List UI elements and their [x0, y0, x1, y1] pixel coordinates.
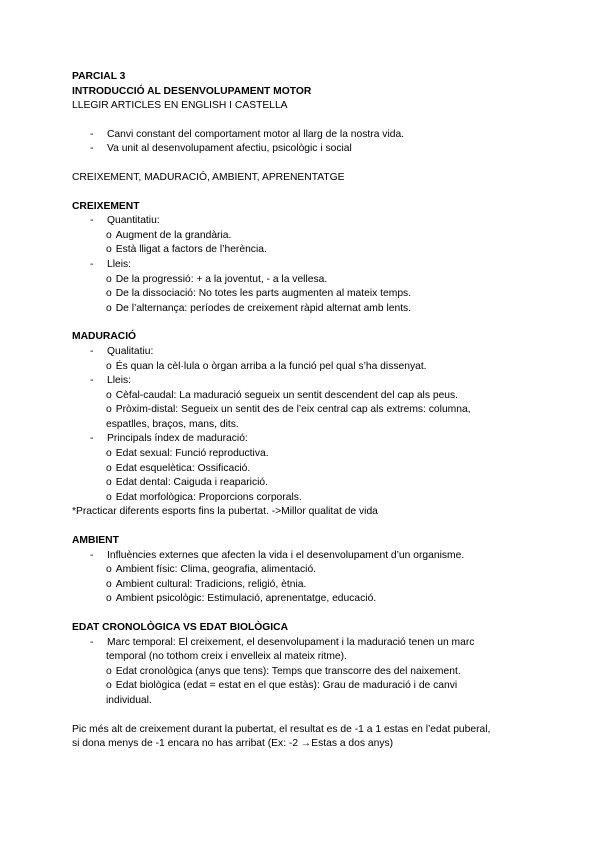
sub-item-text: Edat sexual: Funció reproductiva.: [115, 448, 269, 460]
sub-item: [72, 273, 542, 288]
list-item: - Influències externes que afecten la vida i el desenvolupament d’un organisme.: [72, 549, 542, 564]
sub-item: [72, 229, 542, 244]
sub-item-continuation: espatlles, braços, mans, dits.: [106, 418, 239, 430]
bullet-icon: o: [106, 593, 112, 605]
sub-item: [72, 476, 542, 491]
section-title-creixement: CREIXEMENT: [72, 200, 140, 212]
sub-item-text: Està lligat a factors de l’herència.: [115, 244, 267, 256]
header-course: PARCIAL 3: [72, 71, 126, 82]
list-item: - Qualitatiu:: [72, 345, 542, 360]
sub-item-text: Ambient físic: Clima, geografia, alimentació.: [115, 564, 317, 576]
bullet-icon: o: [106, 288, 112, 300]
bullet-icon: o: [106, 302, 112, 314]
section-title-maduracio: MADURACIÓ: [72, 331, 137, 343]
intro-item: - Va unit al desenvolupament afectiu, psicològic i social: [72, 142, 542, 157]
sub-item: [72, 679, 542, 694]
sub-item-text: De la dissociació: No totes les parts augmenten al mateix temps.: [115, 288, 412, 300]
list-item: - Marc temporal: El creixement, el desenvolupament i la maduració tenen un marc: [72, 636, 542, 651]
sub-item: [72, 563, 542, 578]
sub-item: [72, 360, 542, 375]
sub-item-text: Pròxim-distal: Segueix un sentit des de l’eix central cap als extrems: columna,: [115, 404, 471, 416]
sub-item: [72, 462, 542, 477]
sub-item: [72, 491, 542, 506]
bullet-icon: o: [106, 273, 112, 285]
bullet-icon: o: [106, 491, 112, 503]
sub-item: [72, 665, 542, 680]
bullet-icon: o: [106, 665, 112, 677]
list-item-continuation: temporal (no tothom creix i envelleix al mateix ritme).: [106, 651, 347, 663]
sub-item: [72, 302, 542, 317]
sub-item-text: És quan la cèl·lula o òrgan arriba a la funció pel qual s’ha dissenyat.: [115, 360, 427, 372]
document-page: [72, 70, 542, 752]
sub-item: [72, 403, 542, 418]
bullet-icon: o: [106, 680, 112, 692]
sub-item-text: De la progressió: + a la joventut, - a la vellesa.: [115, 273, 328, 285]
sub-item-text: Augment de la grandària.: [115, 229, 232, 241]
bullet-icon: o: [106, 564, 112, 576]
sub-item: [72, 243, 542, 258]
bullet-icon: o: [106, 477, 112, 489]
sub-item: [72, 592, 542, 607]
sub-item-text: Cèfal-caudal: La maduració segueix un sentit descendent del cap als peus.: [115, 389, 459, 401]
sub-item-text: Edat dental: Caiguda i reaparició.: [115, 477, 268, 489]
sub-item-text: Edat esquelètica: Ossificació.: [115, 462, 251, 474]
bullet-icon: o: [106, 404, 112, 416]
final-paragraph-line: si dona menys de -1 encara no has arribat (Ex: -2 →Estas a dos anys): [72, 738, 394, 750]
bullet-icon: o: [106, 448, 112, 460]
header-topic: INTRODUCCIÓ AL DESENVOLUPAMENT MOTOR: [72, 85, 312, 97]
final-paragraph-line: Pic més alt de creixement durant la pubertat, el resultat es de -1 a 1 estas en l’edat puberal,: [72, 723, 491, 735]
sub-item-text: De l’alternança: períodes de creixement ràpid alternat amb lents.: [115, 302, 412, 314]
bullet-icon: o: [106, 244, 112, 256]
sub-item: [72, 389, 542, 404]
sub-item-text: Ambient cultural: Tradicions, religió, ètnia.: [115, 578, 307, 590]
list-item: - Lleis:: [72, 258, 542, 273]
bullet-icon: o: [106, 360, 112, 372]
concepts-line: CREIXEMENT, MADURACIÓ, AMBIENT, APRENENTATGE: [72, 171, 345, 183]
sub-item: [72, 578, 542, 593]
list-item: - Principals índex de maduració:: [72, 432, 542, 447]
section-title-edat: EDAT CRONOLÒGICA VS EDAT BIOLÒGICA: [72, 622, 289, 633]
header-reading-note: LLEGIR ARTICLES EN ENGLISH I CASTELLA: [72, 100, 288, 112]
list-item: - Quantitatiu:: [72, 214, 542, 229]
sub-item-continuation: individual.: [106, 694, 152, 706]
sub-item-text: Edat morfològica: Proporcions corporals.: [115, 491, 302, 503]
intro-item: - Canvi constant del comportament motor al llarg de la nostra vida.: [72, 128, 542, 143]
bullet-icon: o: [106, 462, 112, 474]
sub-item-text: Edat biològica (edat = estat en el que estàs): Grau de maduració i de canvi: [115, 680, 458, 692]
sub-item: [72, 287, 542, 302]
maduracio-note: *Practicar diferents esports fins la pubertat. ->Millor qualitat de vida: [72, 506, 378, 518]
sub-item: [72, 447, 542, 462]
section-title-ambient: AMBIENT: [72, 535, 119, 547]
bullet-icon: o: [106, 578, 112, 590]
bullet-icon: o: [106, 389, 112, 401]
sub-item-text: Edat cronològica (anys que tens): Temps que transcorre des del naixement.: [115, 665, 461, 677]
sub-item-text: Ambient psicològic: Estimulació, aprenentatge, educació.: [115, 593, 377, 605]
list-item: - Lleis:: [72, 374, 542, 389]
bullet-icon: o: [106, 229, 112, 241]
